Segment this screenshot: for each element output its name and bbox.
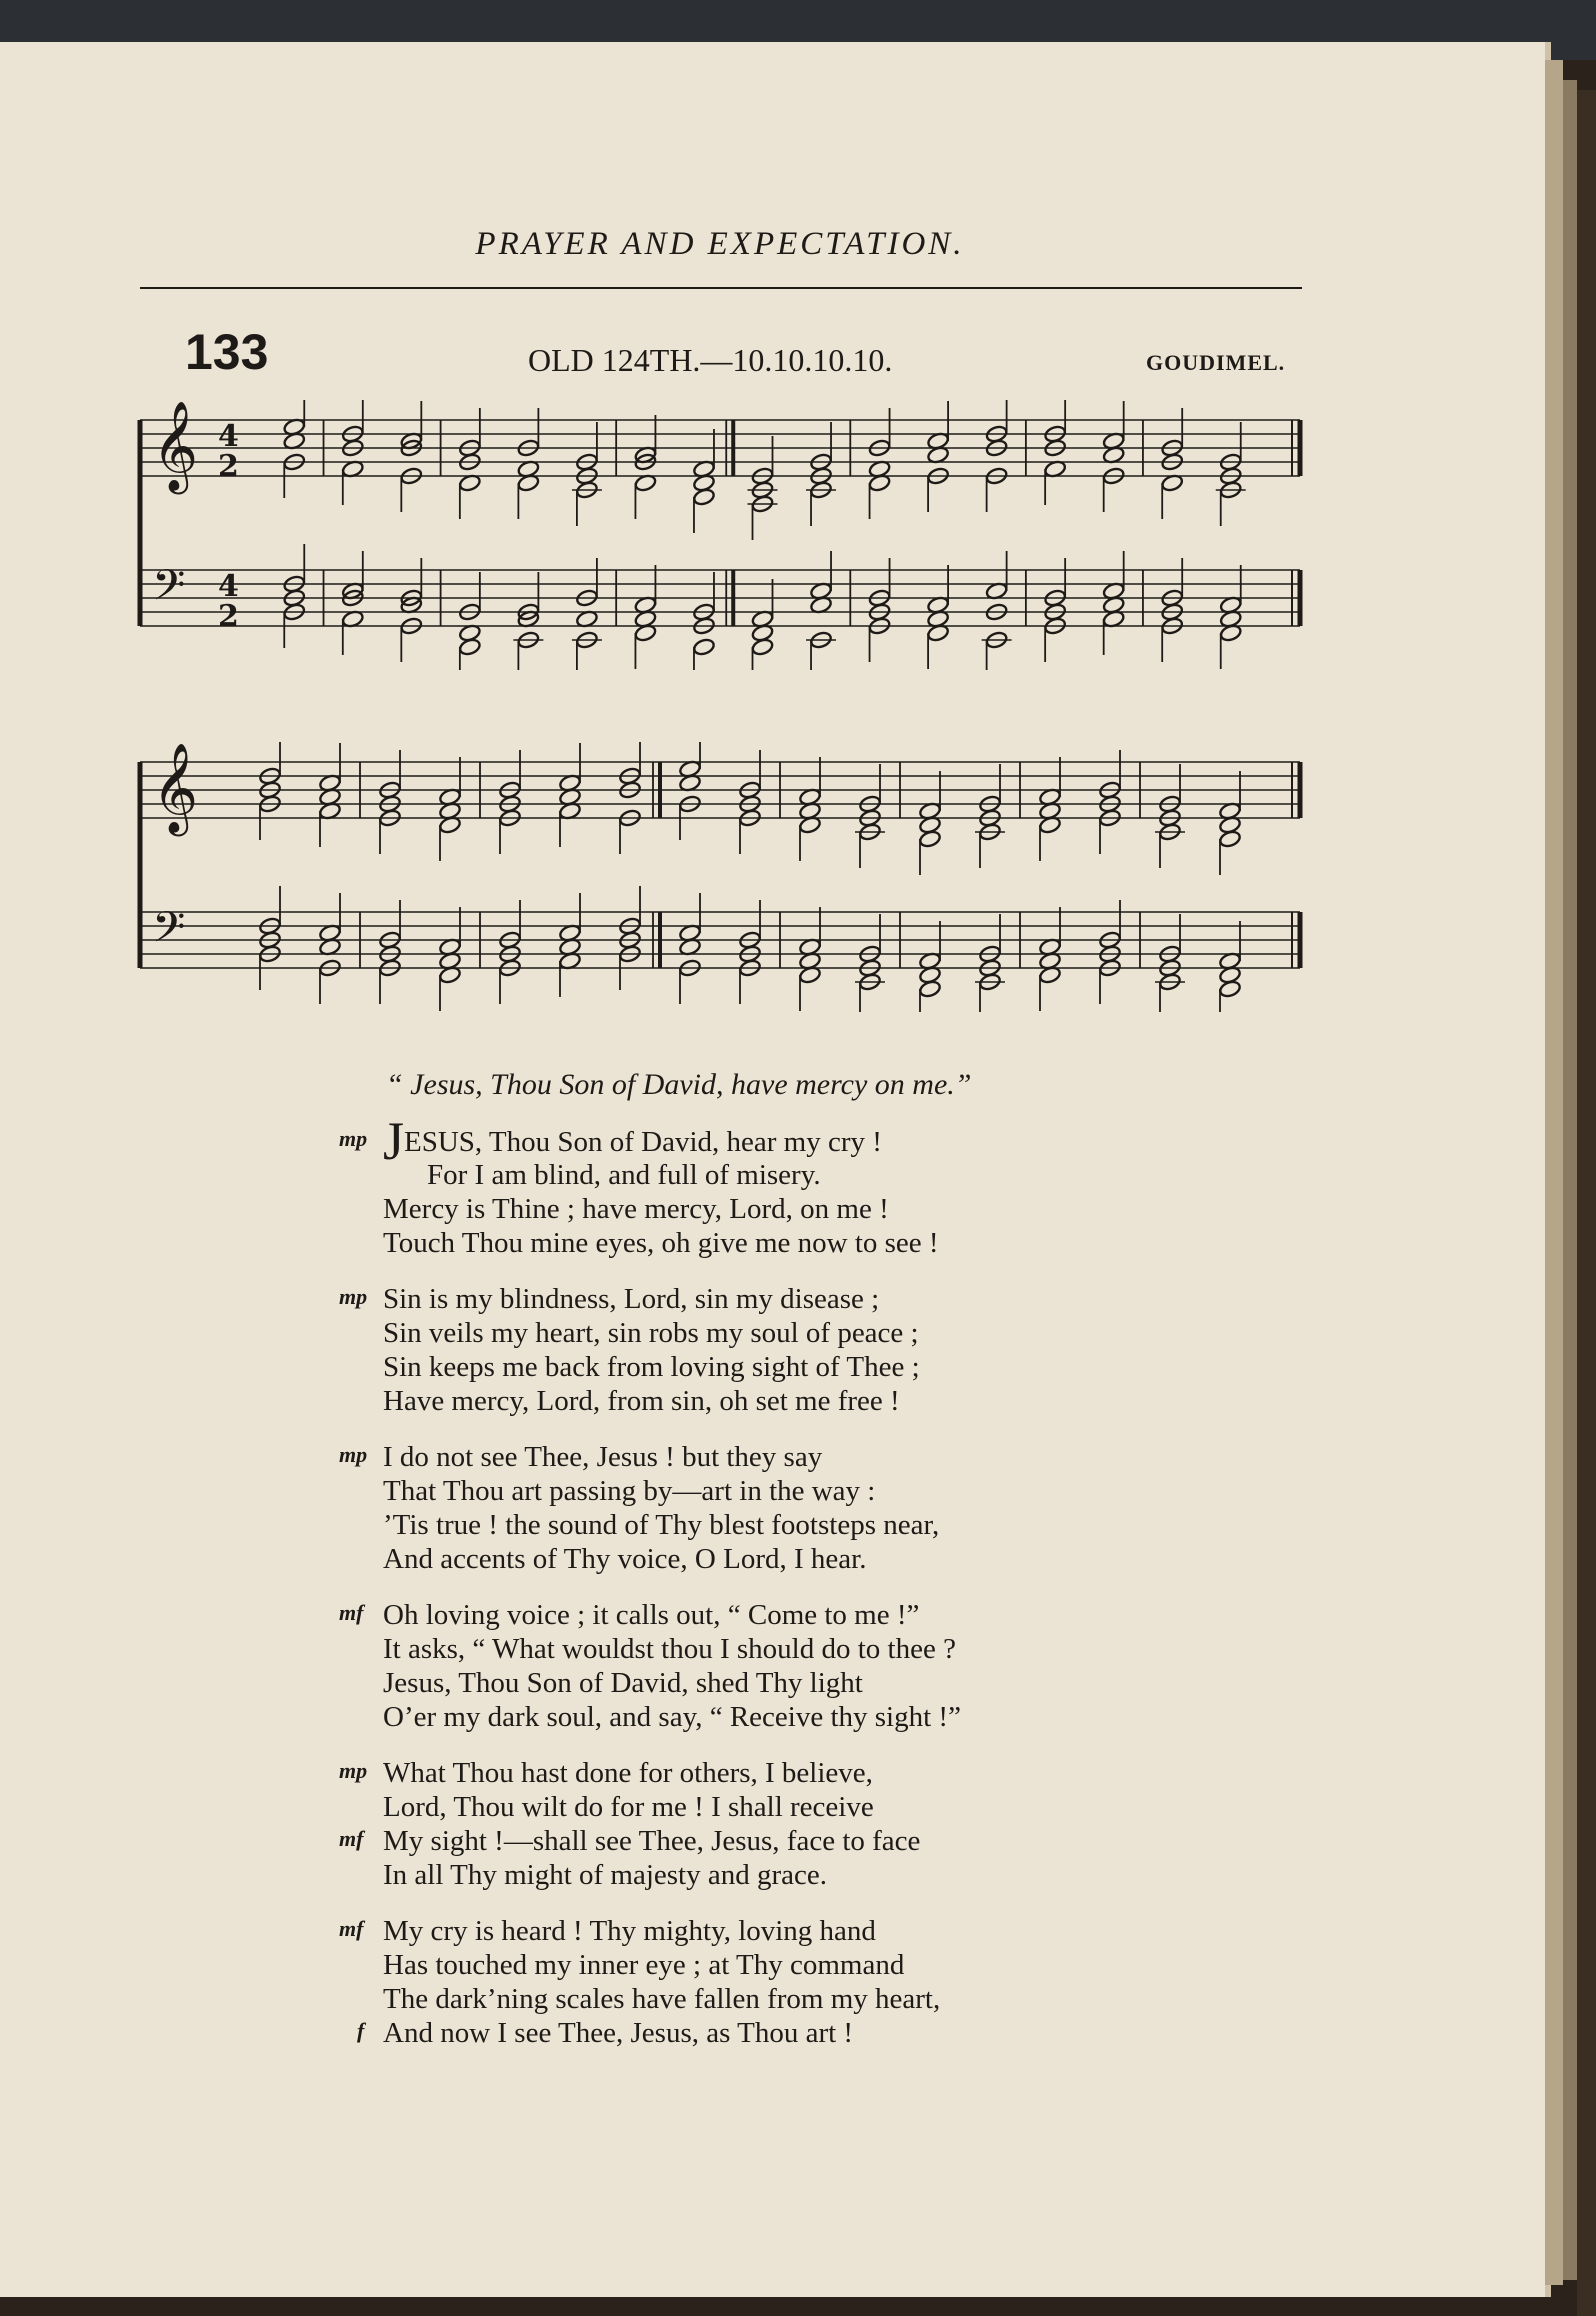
verse-line xyxy=(335,1632,1235,1666)
verse-line xyxy=(335,1384,1235,1418)
verse-line xyxy=(335,1226,1235,1260)
stanza xyxy=(335,1111,1235,1260)
verse-text: What Thou hast done for others, I believe, xyxy=(383,1757,873,1789)
verse-text: Mercy is Thine ; have mercy, Lord, on me ! xyxy=(383,1193,889,1225)
verse-text: For I am blind, and full of misery. xyxy=(427,1159,821,1191)
verse-line xyxy=(335,1440,1235,1474)
verse-line xyxy=(335,1914,1235,1948)
verse-text: O’er my dark soul, and say, “ Receive thy sight !” xyxy=(383,1701,961,1733)
verse-line xyxy=(335,1158,1235,1192)
verse-line xyxy=(335,1858,1235,1892)
time-signature-top: 4 xyxy=(218,419,239,454)
note-head xyxy=(458,637,481,656)
music-system-1 xyxy=(130,400,1310,670)
verse-line xyxy=(335,1282,1235,1316)
epigraph: “ Jesus, Thou Son of David, have mercy on me.” xyxy=(386,1068,972,1101)
dynamic-mark: mp xyxy=(339,1442,368,1467)
book-cover-edge xyxy=(1577,90,1596,2316)
verse-text: The dark’ning scales have fallen from my heart, xyxy=(383,1983,941,2015)
dynamic-mark: mp xyxy=(339,1126,368,1151)
hymn-verses xyxy=(335,1111,1235,2072)
verse-line xyxy=(335,1982,1235,2016)
dynamic-mark: mp xyxy=(339,1284,368,1309)
verse-text: Has touched my inner eye ; at Thy command xyxy=(383,1949,905,1981)
verse-text: Sin veils my heart, sin robs my soul of peace ; xyxy=(383,1317,919,1349)
page-edges-shadow xyxy=(1563,80,1577,2280)
stanza xyxy=(335,1440,1235,1576)
stanza xyxy=(335,1598,1235,1734)
running-header: PRAYER AND EXPECTATION. xyxy=(475,226,965,262)
verse-line xyxy=(335,1824,1235,1858)
stanza xyxy=(335,1756,1235,1892)
verse-text: In all Thy might of majesty and grace. xyxy=(383,1859,828,1891)
verse-line xyxy=(335,1790,1235,1824)
verse-line xyxy=(335,1111,1235,1171)
time-signature-top: 4 xyxy=(218,569,239,604)
stanza xyxy=(335,1282,1235,1418)
note-head xyxy=(918,979,941,998)
dynamic-mark: mp xyxy=(339,1758,368,1783)
page-edges xyxy=(1545,60,1563,2285)
tune-name: OLD 124TH.—10.10.10.10. xyxy=(528,342,893,378)
hymn-number: 133 xyxy=(185,324,269,380)
verse-text: Have mercy, Lord, from sin, oh set me free ! xyxy=(383,1385,900,1417)
note-head xyxy=(751,637,774,656)
bass-clef: 𝄢 xyxy=(152,903,186,963)
composer: GOUDIMEL. xyxy=(1146,350,1286,375)
verse-line xyxy=(335,1948,1235,1982)
treble-clef: 𝄞 xyxy=(152,401,199,491)
verse-line xyxy=(335,1508,1235,1542)
verse-line xyxy=(335,2016,1235,2050)
verse-line xyxy=(335,1192,1235,1226)
dynamic-mark: mf xyxy=(339,1916,364,1941)
time-signature-bottom: 2 xyxy=(218,449,239,484)
score-system-1 xyxy=(130,400,1310,670)
verse-text: I do not see Thee, Jesus ! but they say xyxy=(383,1441,823,1473)
note-head xyxy=(692,637,715,656)
verse-line xyxy=(335,1316,1235,1350)
drop-cap: J xyxy=(383,1111,405,1171)
verse-text: Lord, Thou wilt do for me ! I shall receive xyxy=(383,1791,874,1823)
dynamic-mark: f xyxy=(357,2018,365,2043)
treble-clef: 𝄞 xyxy=(152,743,199,833)
verse-text: Sin is my blindness, Lord, sin my disease ; xyxy=(383,1283,880,1315)
note-head xyxy=(918,829,941,848)
bass-clef: 𝄢 xyxy=(152,561,186,621)
verse-text: And accents of Thy voice, O Lord, I hear. xyxy=(383,1543,867,1575)
verse-text: Touch Thou mine eyes, oh give me now to see ! xyxy=(383,1227,939,1259)
dynamic-mark: mf xyxy=(339,1600,364,1625)
score-system-2 xyxy=(130,742,1310,1012)
stanza xyxy=(335,1914,1235,2050)
verse-line xyxy=(335,1666,1235,1700)
verse-line xyxy=(335,1700,1235,1734)
note-head xyxy=(1218,979,1241,998)
verse-line xyxy=(335,1598,1235,1632)
verse-line xyxy=(335,1350,1235,1384)
verse-text: My cry is heard ! Thy mighty, loving hand xyxy=(383,1915,876,1947)
verse-text: And now I see Thee, Jesus, as Thou art ! xyxy=(383,2017,854,2049)
verse-line xyxy=(335,1474,1235,1508)
verse-text: ’Tis true ! the sound of Thy blest footsteps near, xyxy=(383,1509,940,1541)
verse-line xyxy=(335,1542,1235,1576)
time-signature-bottom: 2 xyxy=(218,599,239,634)
verse-text: ESUS, Thou Son of David, hear my cry ! xyxy=(404,1126,882,1158)
verse-text: That Thou art passing by—art in the way : xyxy=(383,1475,876,1507)
verse-text: My sight !—shall see Thee, Jesus, face to face xyxy=(383,1825,921,1857)
verse-text: Sin keeps me back from loving sight of Thee ; xyxy=(383,1351,920,1383)
music-system-2 xyxy=(130,742,1310,1012)
verse-text: Jesus, Thou Son of David, shed Thy light xyxy=(383,1667,863,1699)
note-head xyxy=(1218,829,1241,848)
verse-line xyxy=(335,1756,1235,1790)
header-rule xyxy=(140,287,1302,289)
dynamic-mark: mf xyxy=(339,1826,364,1851)
verse-text: It asks, “ What wouldst thou I should do to thee ? xyxy=(383,1633,956,1665)
note-head xyxy=(692,487,715,506)
verse-text: Oh loving voice ; it calls out, “ Come to me !” xyxy=(383,1599,920,1631)
